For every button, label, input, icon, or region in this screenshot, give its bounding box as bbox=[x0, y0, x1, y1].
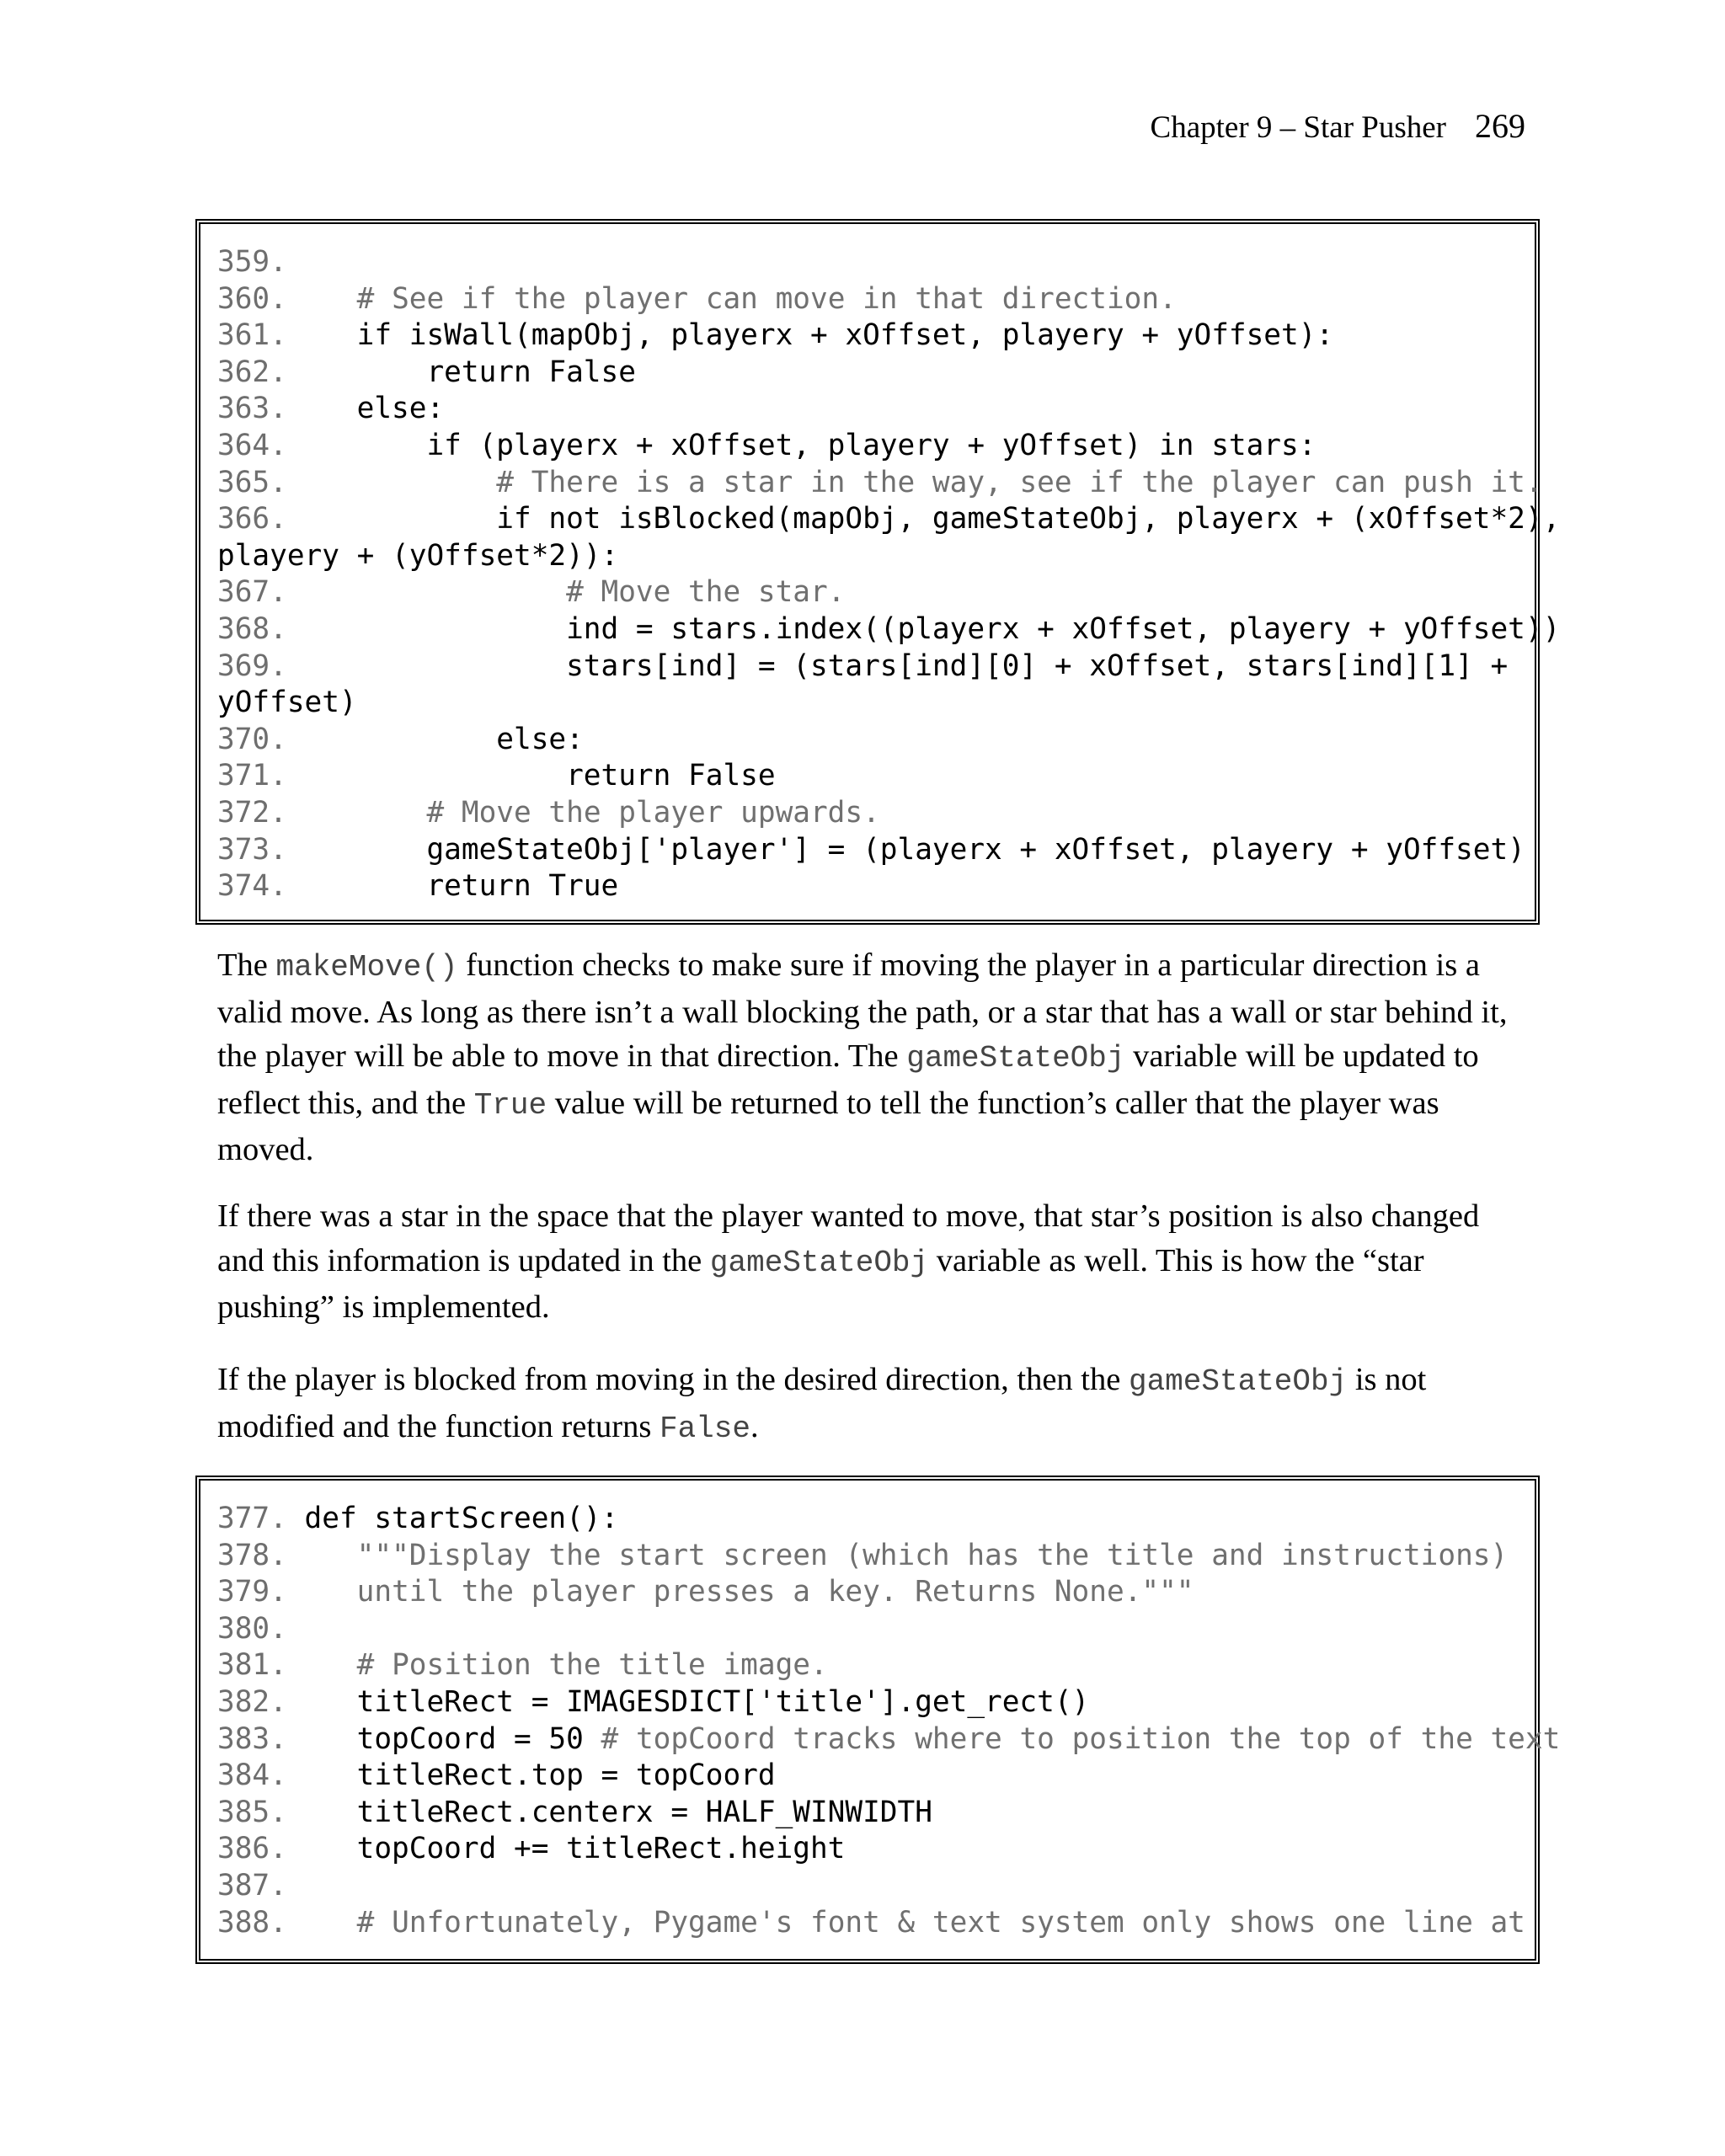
text: variable will be updated to reflect this, and the bbox=[217, 1038, 1479, 1121]
code-text: topCoord = 50 bbox=[286, 1721, 601, 1756]
line-number: 384. bbox=[217, 1758, 287, 1793]
inline-code: gameStateObj bbox=[906, 1041, 1125, 1075]
code-line bbox=[217, 1721, 1561, 1758]
code-text: if isWall(mapObj, playerx + xOffset, playery + yOffset): bbox=[286, 318, 1334, 353]
code-line bbox=[217, 1574, 1518, 1611]
code-text: return True bbox=[286, 869, 619, 904]
code-line bbox=[217, 574, 1518, 611]
code-line bbox=[217, 795, 1518, 832]
code-comment: # There is a star in the way, see if the player can push it. bbox=[496, 465, 1543, 499]
code-line bbox=[217, 832, 1525, 869]
code-text: def startScreen(): bbox=[286, 1502, 619, 1535]
code-line bbox=[217, 1647, 1518, 1684]
text: If the player is blocked from moving in the desired direction, then the bbox=[217, 1362, 1129, 1397]
paragraph bbox=[217, 1358, 1531, 1451]
line-number: 388. bbox=[217, 1905, 287, 1940]
code-line bbox=[217, 1795, 1518, 1832]
line-number: 385. bbox=[217, 1795, 287, 1829]
code-line bbox=[217, 1538, 1518, 1575]
page-number: 269 bbox=[1475, 107, 1525, 145]
code-comment: """Display the start screen (which has the title and instructions) bbox=[356, 1538, 1509, 1572]
code-comment: # See if the player can move in that direction. bbox=[356, 281, 1177, 316]
inline-code: False bbox=[659, 1411, 750, 1446]
code-text bbox=[287, 1575, 357, 1609]
text: The bbox=[217, 947, 276, 983]
code-line bbox=[217, 611, 1561, 648]
code-comment: until the player presses a key. Returns None.""" bbox=[356, 1575, 1194, 1609]
code-line bbox=[217, 355, 1518, 392]
code-line bbox=[217, 1684, 1518, 1721]
code-line bbox=[217, 428, 1518, 465]
line-number: 369. bbox=[217, 648, 287, 683]
code-line bbox=[217, 1758, 1518, 1795]
code-line bbox=[217, 758, 1518, 795]
line-number: 381. bbox=[217, 1648, 287, 1683]
code-line bbox=[217, 318, 1518, 355]
line-number: 383. bbox=[217, 1721, 287, 1756]
code-line bbox=[217, 1868, 1518, 1905]
code-block bbox=[195, 1476, 1561, 1964]
line-number: 387. bbox=[217, 1868, 287, 1903]
line-number: 382. bbox=[217, 1684, 287, 1719]
inline-code: gameStateObj bbox=[709, 1245, 929, 1280]
page-header bbox=[1151, 108, 1525, 147]
code-text bbox=[287, 1648, 357, 1682]
code-listing bbox=[217, 244, 1561, 905]
inline-code: True bbox=[473, 1087, 547, 1123]
chapter-title: Chapter 9 – Star Pusher bbox=[1150, 110, 1446, 145]
code-comment: # Move the star. bbox=[566, 575, 846, 610]
inline-code: gameStateObj bbox=[1128, 1364, 1348, 1399]
code-text bbox=[287, 796, 427, 830]
code-line bbox=[217, 538, 1518, 575]
code-text: titleRect.centerx = HALF_WINWIDTH bbox=[286, 1795, 932, 1829]
code-text bbox=[287, 1539, 357, 1572]
code-text: else: bbox=[286, 722, 584, 756]
line-number: 377. bbox=[217, 1502, 287, 1535]
code-text: return False bbox=[286, 759, 776, 793]
line-number: 380. bbox=[217, 1611, 287, 1646]
line-number: 364. bbox=[217, 428, 287, 462]
code-line bbox=[217, 648, 1518, 686]
code-comment: # Move the player upwards. bbox=[426, 795, 880, 830]
paragraph bbox=[217, 943, 1531, 1172]
text: is not modified and the function returns bbox=[217, 1362, 1427, 1444]
text: . bbox=[750, 1408, 759, 1444]
code-text: yOffset) bbox=[217, 686, 357, 720]
code-line bbox=[217, 1831, 1518, 1868]
line-number: 366. bbox=[217, 502, 287, 536]
code-line bbox=[217, 465, 1543, 502]
line-number: 365. bbox=[217, 465, 287, 499]
line-number: 373. bbox=[217, 832, 287, 867]
code-line bbox=[217, 281, 1518, 318]
code-text: titleRect = IMAGESDICT['title'].get_rect() bbox=[286, 1684, 1090, 1719]
text: variable as well. This is how the “star pushing” is implemented. bbox=[217, 1242, 1424, 1325]
text: value will be returned to tell the function’s caller that the player was moved. bbox=[217, 1085, 1439, 1167]
line-number: 363. bbox=[217, 392, 287, 426]
code-line bbox=[217, 868, 1518, 905]
line-number: 379. bbox=[217, 1575, 287, 1609]
code-line bbox=[217, 501, 1561, 538]
code-listing bbox=[217, 1501, 1561, 1941]
line-number: 370. bbox=[217, 722, 287, 756]
code-text: if (playerx + xOffset, playery + yOffset) in stars: bbox=[286, 428, 1316, 462]
line-number: 362. bbox=[217, 355, 287, 389]
code-text: return False bbox=[286, 355, 636, 389]
line-number: 360. bbox=[217, 281, 287, 316]
code-text: playery + (yOffset*2)): bbox=[217, 538, 619, 573]
code-text: topCoord += titleRect.height bbox=[286, 1832, 846, 1866]
line-number: 367. bbox=[217, 575, 287, 610]
code-text bbox=[287, 575, 566, 609]
code-line bbox=[217, 244, 1518, 281]
paragraph bbox=[217, 1194, 1531, 1330]
line-number: 372. bbox=[217, 795, 287, 830]
line-number: 378. bbox=[217, 1538, 287, 1572]
code-text: stars[ind] = (stars[ind][0] + xOffset, stars[ind][1] + bbox=[286, 648, 1509, 683]
code-line bbox=[217, 685, 1518, 722]
code-line bbox=[217, 1611, 1518, 1648]
code-line bbox=[217, 722, 1518, 759]
line-number: 368. bbox=[217, 611, 287, 646]
inline-code: makeMove() bbox=[275, 950, 458, 985]
code-text bbox=[287, 1906, 357, 1940]
code-line bbox=[217, 1905, 1525, 1942]
code-text: else: bbox=[286, 392, 445, 426]
code-text bbox=[287, 466, 496, 499]
line-number: 386. bbox=[217, 1832, 287, 1866]
line-number: 374. bbox=[217, 869, 287, 904]
code-text: ind = stars.index((playerx + xOffset, playery + yOffset)) bbox=[286, 611, 1561, 646]
code-block bbox=[195, 219, 1561, 925]
text: function checks to make sure if moving the player in a particular direction is a valid move. As long as there isn’t a wall blocking the path, or a star that has a wall or star behind it, the player will be able to move in that direction. The bbox=[217, 947, 1508, 1074]
text: If there was a star in the space that the player wanted to move, that star’s position is also changed and this information is updated in the bbox=[217, 1198, 1480, 1278]
line-number: 361. bbox=[217, 318, 287, 353]
code-comment: # Position the title image. bbox=[356, 1648, 828, 1683]
code-comment: # Unfortunately, Pygame's font & text system only shows one line at bbox=[356, 1905, 1525, 1940]
code-line bbox=[217, 1501, 1518, 1538]
code-text bbox=[287, 282, 357, 316]
code-text: if not isBlocked(mapObj, gameStateObj, playerx + (xOffset*2), bbox=[286, 502, 1561, 536]
line-number: 359. bbox=[217, 245, 287, 279]
code-text: titleRect.top = topCoord bbox=[286, 1758, 776, 1793]
code-text: gameStateObj['player'] = (playerx + xOffset, playery + yOffset) bbox=[286, 832, 1525, 867]
line-number: 371. bbox=[217, 759, 287, 793]
code-line bbox=[217, 391, 1518, 428]
code-comment: # topCoord tracks where to position the top of the text bbox=[601, 1721, 1561, 1756]
